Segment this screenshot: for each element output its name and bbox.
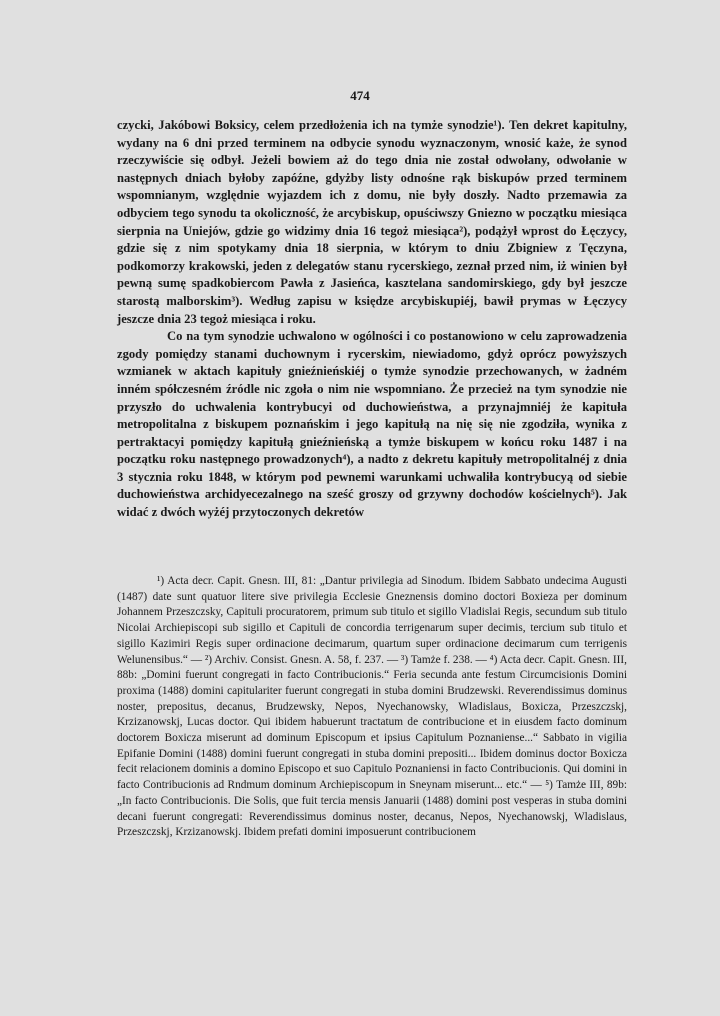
footnote-text: ¹) Acta decr. Capit. Gnesn. III, 81: „Dantur privilegia ad Sinodum. Ibidem Sabbato undecima Augusti (1487) date sunt quatuor litere sive privilegia Ecclesie Gneznensis domino doctori Boxieza per dominum Johannem Przeszczsky, Capituli procuratorem, primum sub titulo et sigillo Vladislai Regis, secundum sub titulo Nicolai Archiepiscopi sub sigillo et Capituli de concordia terrigenarum super decimis, tercium sub titulo et sigillo Kazimiri Regis super ordinacione decimarum, quartum super ordinacione decimarum cum terrigenis Welunensibus.“ — ²) Archiv. Consist. Gnesn. A. 58, f. 237. — ³) Tamże f. 238. — ⁴) Acta decr. Capit. Gnesn. III, 88b: „Domini fuerunt congregati in facto Contribucionis.“ Feria secunda ante festum Circumcisionis Domini proxima (1488) domini capitulariter fuerunt congregati in stuba domini Brudzewski. Reverendissimus dominus noster, prepositus, decanus, Brudzewsky, Nepos, Nyechanowsky, Wladislaus, Boxicza, Przeszczskj, Krzizanowskj, Lucas doctor. Qui ibidem habuerunt tractatum de contribucione et in eiusdem facto dominum doctorem Boxicza miserunt ad dominum Episcopum et ipsius Capitulum Poznaniense...“ Sabbato in vigilia Epifanie Domini (1488) domini fuerunt congregati in stuba domini prepositi... Ibidem dominus doctor Boxicza fecit relacionem dominis a domino Episcopo et suo Capitulo Poznaniensi in facto Contribucionis. Qui domini in facto Contribucionis ad Rndmum dominum Archiepiscopum in Sneynam miserunt... etc.“ — ⁵) Tamże III, 89b: „In facto Contribucionis. Die Solis, que fuit tercia mensis Januarii (1488) domini post vesperas in stuba domini decani fuerunt congregati: Reverendissimus dominus noster, decanus, Nepos, Nyechanowskj, Wladislaus, Przeszczskj, Krzizanowskj. Ibidem prefati domini imposuerunt contribucionem: [117, 575, 627, 839]
footnotes: [117, 574, 627, 841]
page-number: 474: [350, 88, 370, 103]
main-text: [117, 117, 627, 522]
paragraph-2: Co na tym synodzie uchwalono w ogólności i co postanowiono w celu zaprowadzenia zgody pomiędzy stanami duchownym i rycerskim, niewiadomo, gdyż oprócz powyższych wzmianek w aktach kapituły gnieźnieńskiéj o tymże synodzie przechowanych, w żadném inném spółczesném źródle nic zgoła o nim nie wspomniano. Że przecież na tym synodzie nie przyszło do uchwalenia kontrybucyi od duchowieństwa, a przynajmniéj że kapituła metropolitalna z biskupem poznańskim i jego kapitułą na nię się nie zgodziła, wynika z pertraktacyi pomiędzy kapitułą gnieźnieńską a tymże biskupem w końcu roku 1487 i na początku roku następnego prowadzonych⁴), a nadto z dekretu kapituły metropolitalnéj z dnia 3 stycznia roku 1848, w którym pod pewnemi warunkami uchwaliła kontrybucyą od siebie duchowieństwa archidyecezalnego na sześć groszy od grzywny dochodów kościelnych⁵). Jak widać z dwóch wyżéj przytoczonych dekretów: [117, 329, 627, 520]
paragraph-1: czycki, Jakóbowi Boksicy, celem przedłożenia ich na tymże synodzie¹). Ten dekret kapitulny, wydany na 6 dni przed terminem na odbycie synodu wyznaczonym, wnosić każe, że synod rzeczywiście się odbył. Jeżeli bowiem aż do tego dnia nie został odwołany, odwołanie w następnych dniach byłoby zapóźne, gdyżby listy odnośne rąk biskupów przed terminem wspomnianym, względnie wyjazdem ich z domu, nie były doszły. Nadto przemawia za odbyciem tego synodu ta okoliczność, że arcybiskup, opuściwszy Gniezno w początku miesiąca sierpnia na Uniejów, gdzie go widzimy dnia 16 tegoż miesiąca²), podążył wprost do Łęczycy, gdzie się z nim spotykamy dnia 18 sierpnia, w którym to dniu Zbigniew z Tęczyna, podkomorzy krakowski, jeden z delegatów stanu rycerskiego, zeznał przed nim, iż winien był pewną sumę spadkobiercom Pawła z Jasieńca, kasztelana sandomirskiego, gdy był jeszcze starostą malborskim³). Według zapisu w księdze arcybiskupiéj, bawił prymas w Łęczycy jeszcze dnia 23 tegoż miesiąca i roku.: [117, 118, 627, 326]
